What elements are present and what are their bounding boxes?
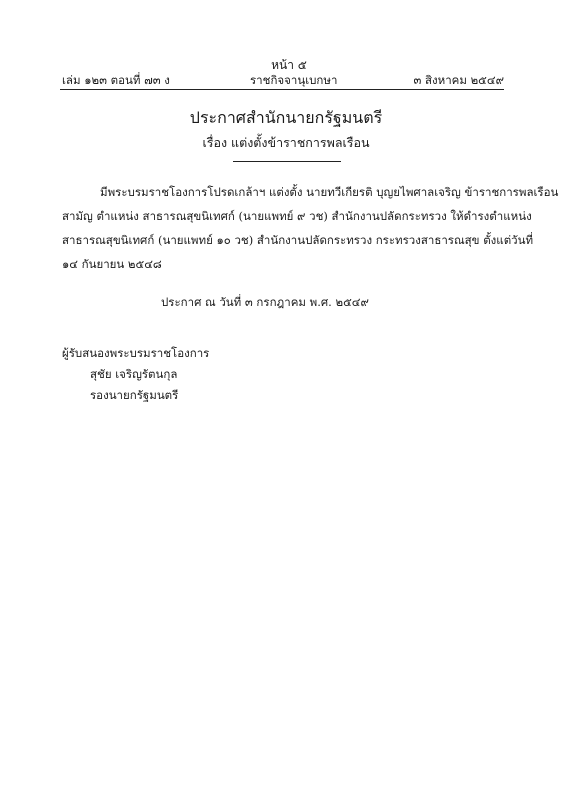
body-line: สาธารณสุขนิเทศก์ (นายแพทย์ ๑๐ วช) สำนักงานปลัดกระทรวง กระทรวงสาธารณสุข ตั้งแต่วันที่: [62, 233, 534, 247]
volume-issue: เล่ม ๑๒๓ ตอนที่ ๗๓ ง: [62, 73, 170, 87]
announcement-body: [62, 180, 559, 276]
header-divider: [60, 89, 504, 90]
gazette-date: ๓ สิงหาคม ๒๕๔๙: [413, 73, 504, 87]
signatory-block: [62, 343, 209, 406]
body-line: สามัญ ตำแหน่ง สาธารณสุขนิเทศก์ (นายแพทย์ ๙ วช) สำนักงานปลัดกระทรวง ให้ดำรงตำแหน่ง: [62, 209, 532, 223]
body-line: มีพระบรมราชโองการโปรดเกล้าฯ แต่งตั้ง นายทวีเกียรติ บุญยไพศาลเจริญ ข้าราชการพลเรือน: [100, 185, 559, 199]
announcement-subject: เรื่อง แต่งตั้งข้าราชการพลเรือน: [202, 135, 370, 150]
title-divider: [233, 161, 341, 162]
announcement-date: ประกาศ ณ วันที่ ๓ กรกฎาคม พ.ศ. ๒๕๔๙: [161, 295, 369, 309]
signatory-name: สุชัย เจริญรัตนกุล: [90, 367, 178, 381]
gazette-name: ราชกิจจานุเบกษา: [250, 73, 338, 87]
page-number: หน้า ๕: [271, 58, 307, 72]
signatory-role: ผู้รับสนองพระบรมราชโองการ: [62, 346, 210, 360]
signatory-position: รองนายกรัฐมนตรี: [90, 388, 179, 402]
announcement-title: ประกาศสำนักนายกรัฐมนตรี: [189, 108, 383, 127]
body-line: ๑๔ กันยายน ๒๕๔๘: [62, 257, 162, 271]
gazette-header: [62, 72, 504, 88]
